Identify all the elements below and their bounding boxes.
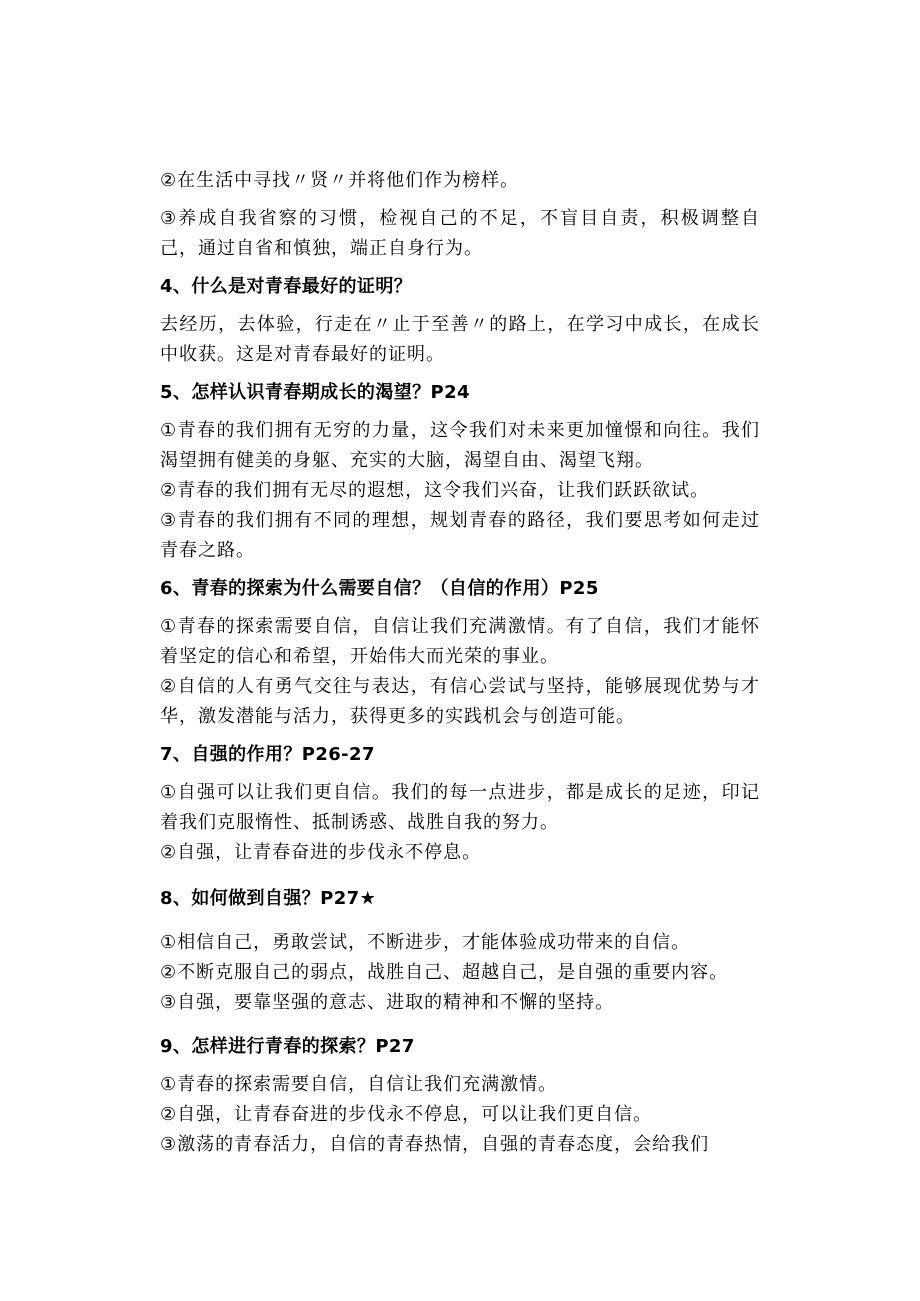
section-heading: 6、青春的探索为什么需要自信？（自信的作用）P25: [160, 578, 599, 599]
paragraph: ①青春的探索需要自信，自信让我们充满激情。有了自信，我们才能怀着坚定的信心和希望，开始伟大而光荣的事业。: [160, 616, 760, 667]
paragraph: ②不断克服自己的弱点，战胜自己、超越自己，是自强的重要内容。: [160, 962, 729, 983]
paragraph: 去经历，去体验，行走在〃止于至善〃的路上，在学习中成长，在成长中收获。这是对青春最好的证明。: [160, 314, 760, 365]
document-page: [160, 166, 760, 1160]
paragraph: ③激荡的青春活力，自信的青春热情，自强的青春态度，会给我们: [160, 1134, 710, 1155]
paragraph: ②在生活中寻找〃贤〃并将他们作为榜样。: [160, 170, 520, 191]
paragraph: ②自强，让青春奋进的步伐永不停息。: [160, 842, 482, 863]
paragraph: ①青春的我们拥有无穷的力量，这令我们对未来更加憧憬和向往。我们渴望拥有健美的身躯、充实的大脑，渴望自由、渴望飞翔。: [160, 420, 760, 471]
section-heading: 4、什么是对青春最好的证明？: [160, 276, 413, 297]
paragraph: ③青春的我们拥有不同的理想，规划青春的路径，我们要思考如何走过青春之路。: [160, 510, 760, 561]
paragraph: ②青春的我们拥有无尽的遐想，这令我们兴奋，让我们跃跃欲试。: [160, 480, 710, 501]
paragraph: ③自强，要靠坚强的意志、进取的精神和不懈的坚持。: [160, 992, 615, 1013]
paragraph: ②自信的人有勇气交往与表达，有信心尝试与坚持，能够展现优势与才华，激发潜能与活力，获得更多的实践机会与创造可能。: [160, 676, 760, 727]
paragraph: ①相信自己，勇敢尝试，不断进步，才能体验成功带来的自信。: [160, 932, 691, 953]
section-heading: 8、如何做到自强？P27★: [160, 888, 377, 909]
paragraph: ①青春的探索需要自信，自信让我们充满激情。: [160, 1074, 558, 1095]
section-heading: 5、怎样认识青春期成长的渴望？P24: [160, 382, 470, 403]
paragraph: ③养成自我省察的习惯，检视自己的不足，不盲目自责，积极调整自己，通过自省和慎独，端正自身行为。: [160, 208, 760, 259]
paragraph: ①自强可以让我们更自信。我们的每一点进步，都是成长的足迹，印记着我们克服惰性、抵制诱惑、战胜自我的努力。: [160, 782, 760, 833]
paragraph: ②自强，让青春奋进的步伐永不停息，可以让我们更自信。: [160, 1104, 653, 1125]
section-heading: 7、自强的作用？P26-27: [160, 744, 375, 765]
section-heading: 9、怎样进行青春的探索？P27: [160, 1036, 415, 1057]
